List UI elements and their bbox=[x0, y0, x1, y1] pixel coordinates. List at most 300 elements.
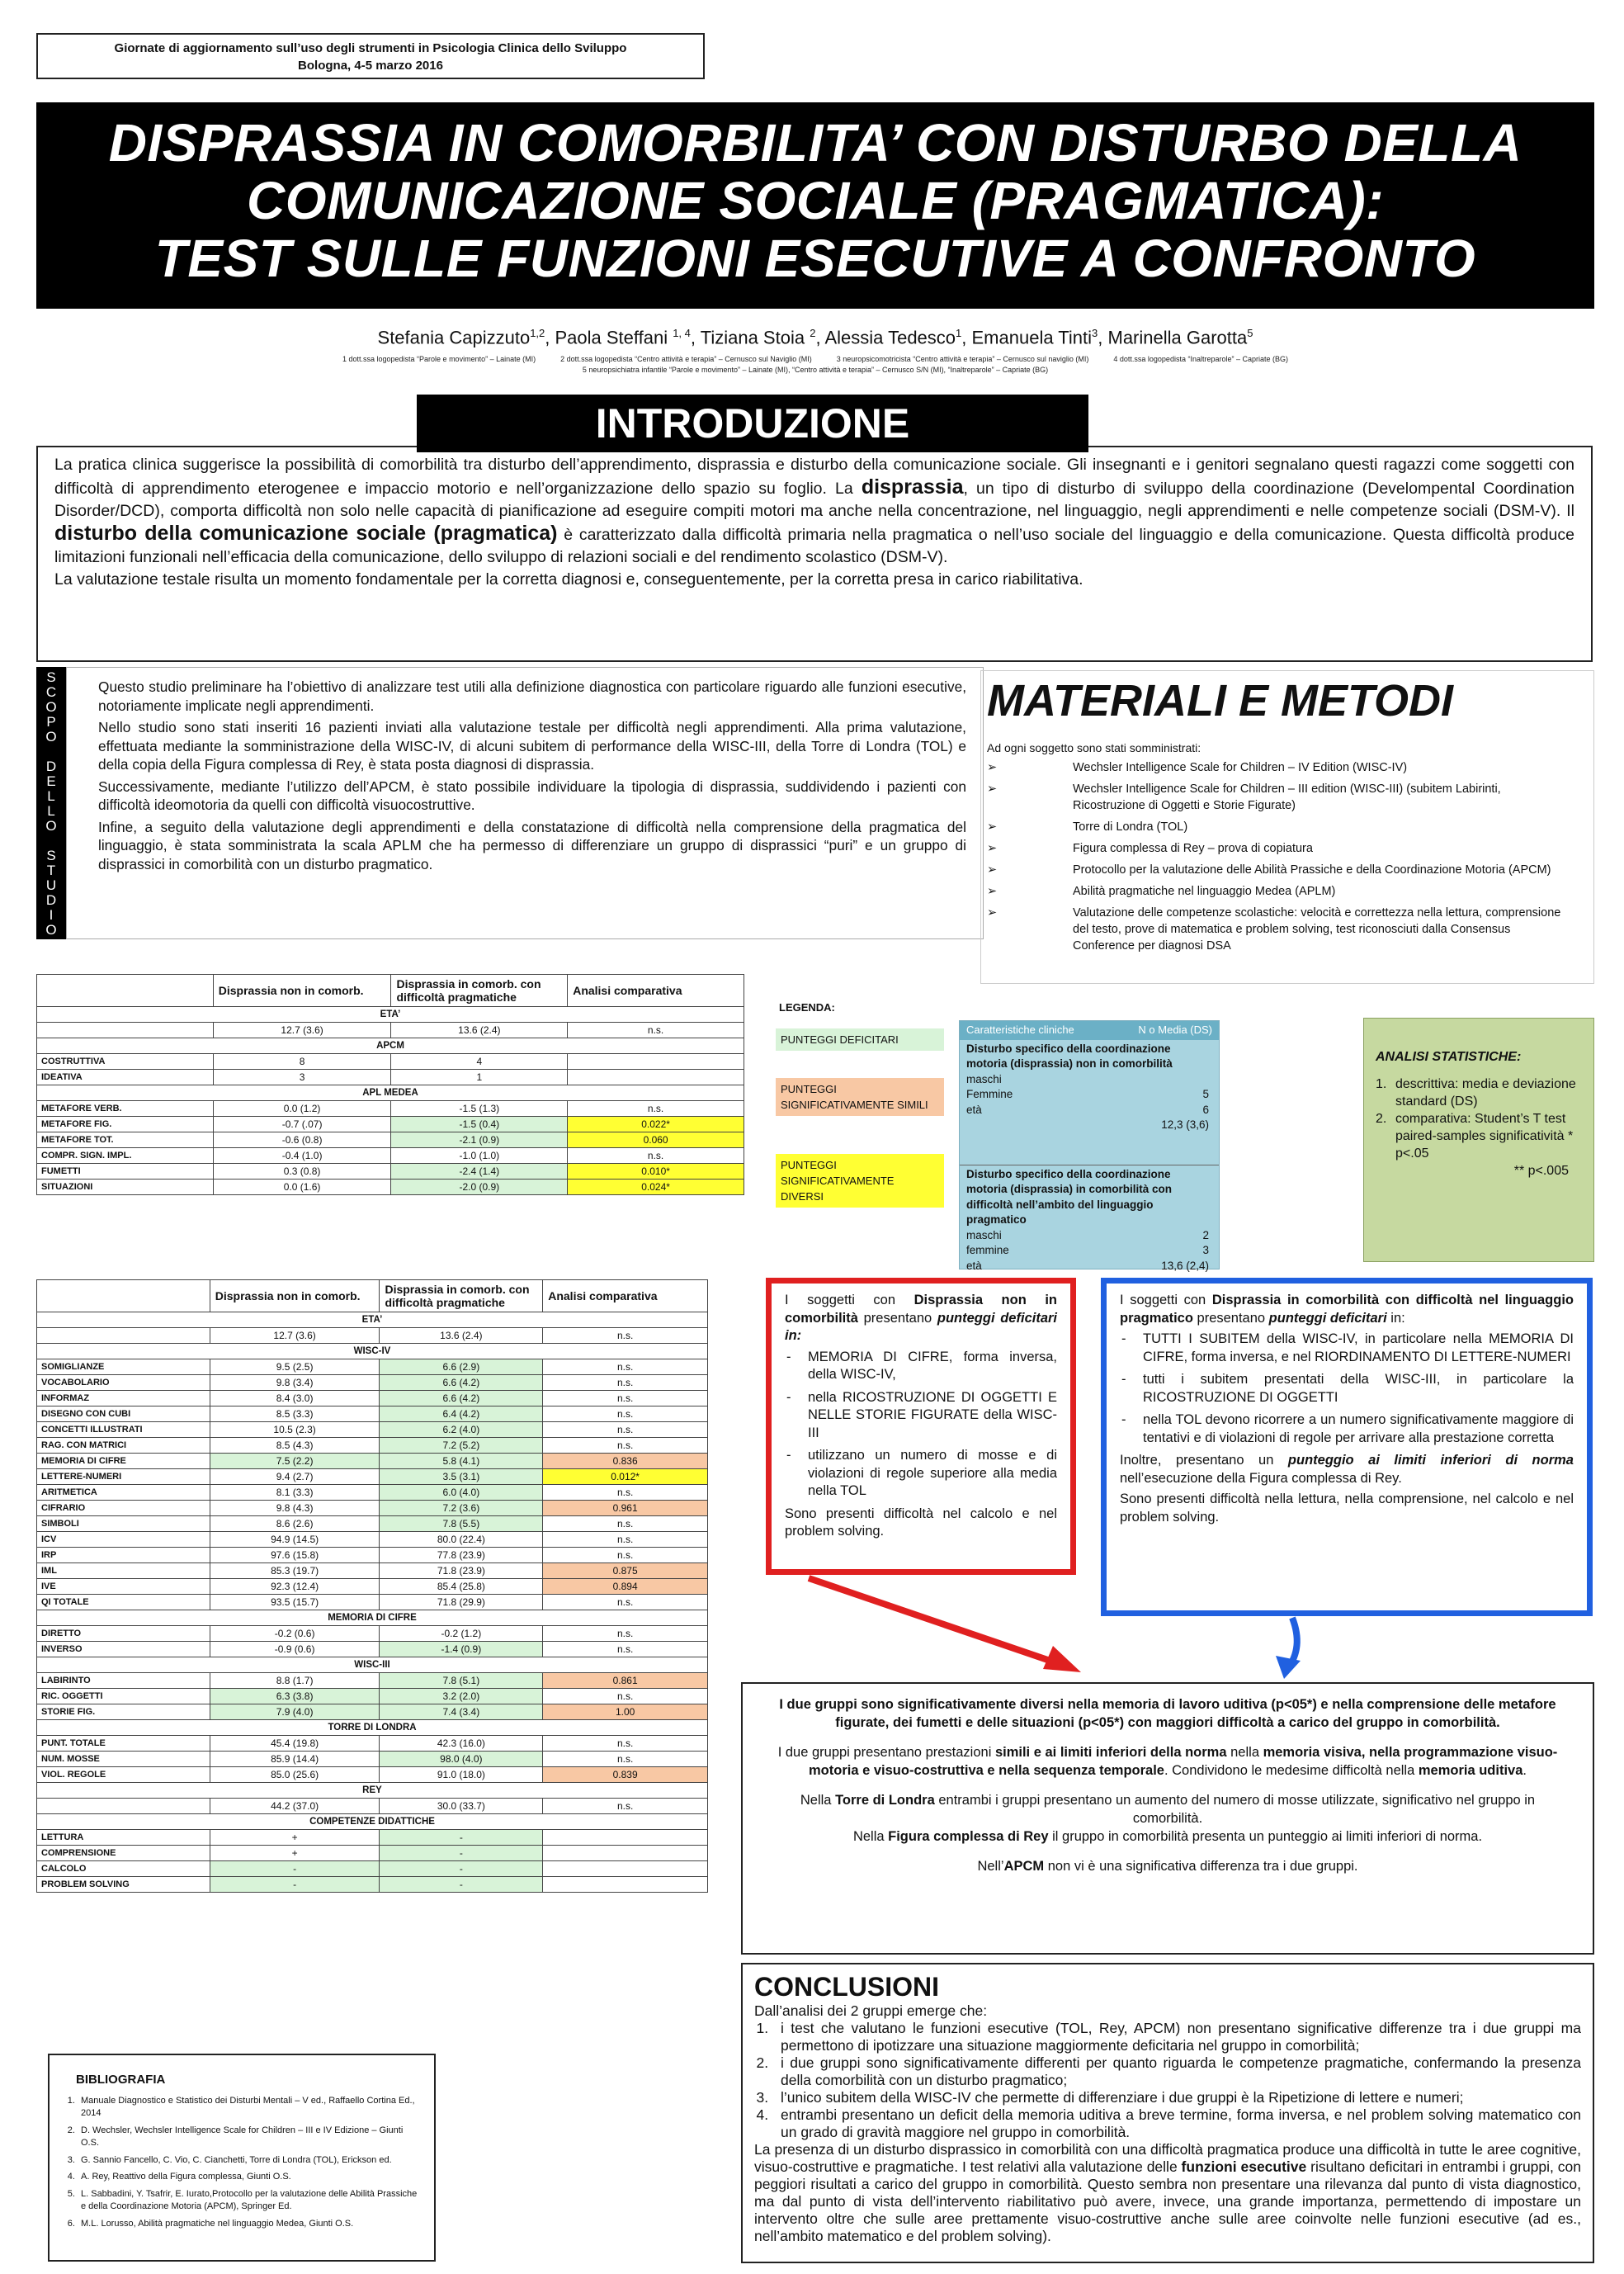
stat-item-1-text: descrittiva: media e deviazione standard (DS) bbox=[1395, 1077, 1576, 1109]
author-separator: , bbox=[961, 327, 972, 348]
table-row-label: ICV bbox=[37, 1532, 210, 1548]
materiali-item bbox=[987, 759, 1565, 776]
table-cell-non-comorb: 0.3 (0.8) bbox=[213, 1164, 391, 1180]
conclusioni-item: 2. i due gruppi sono significativamente differenti per quanto riguarda le competenze pragmatiche, confermando la presenza della comorbilità con un disturbo pragmatico; bbox=[772, 2054, 1581, 2089]
car-header-1: Caratteristiche cliniche bbox=[966, 1024, 1074, 1036]
table-cell-non-comorb: -0.2 (0.6) bbox=[210, 1626, 380, 1642]
res2-p2a: Inoltre, presentano un bbox=[1120, 1453, 1288, 1468]
scopo-sidebar bbox=[36, 667, 66, 939]
sintesi-2g: . bbox=[1522, 1763, 1527, 1778]
table-cell-analisi bbox=[543, 1877, 708, 1893]
intro-text-2: , un tipo di disturbo di sviluppo della coordinazione (Develompental Coordination Disorder/DCD), comporta difficoltà non solo nelle capacità di pianificazione ad eseguire compiti motori ma anche nella concentrazione, nel linguaggio, negli apprendimenti e nelle competenze sociali (DSM-V). Il bbox=[54, 480, 1574, 520]
table-cell-non-comorb: 0.0 (1.6) bbox=[213, 1180, 391, 1195]
table-cell-comorb: 3.5 (3.1) bbox=[380, 1469, 543, 1485]
res2-mid: presentano bbox=[1192, 1310, 1269, 1326]
intro-keyword-disprassia: disprassia bbox=[861, 475, 964, 499]
table-cell-comorb: 98.0 (4.0) bbox=[380, 1752, 543, 1767]
sintesi-5a: Nell’ bbox=[977, 1859, 1004, 1874]
table-cell-comorb: 5.8 (4.1) bbox=[380, 1454, 543, 1469]
red-arrow-icon bbox=[809, 1578, 1081, 1672]
table-row bbox=[37, 1752, 708, 1767]
table-row bbox=[37, 1563, 708, 1579]
table-row bbox=[37, 1438, 708, 1454]
sintesi-1: I due gruppi sono significativamente diversi nella memoria di lavoro uditiva (p<05*) e nella comprensione delle metafore figurate, dei fumetti e delle situazioni (p<05*) con maggiori difficoltà a carico del gruppo in comorbilità. bbox=[779, 1697, 1556, 1730]
table-row bbox=[37, 1767, 708, 1783]
author-separator: , bbox=[545, 327, 555, 348]
table-row bbox=[37, 1422, 708, 1438]
table-row-label: FUMETTI bbox=[37, 1164, 214, 1180]
scopo-box bbox=[66, 667, 984, 939]
materiali-item bbox=[987, 840, 1565, 857]
scopo-side-letter: O bbox=[45, 699, 57, 715]
table-cell-analisi: n.s. bbox=[543, 1532, 708, 1548]
table-section-label: MEMORIA DI CIFRE bbox=[37, 1610, 708, 1626]
affiliations-line2: 5 neuropsichiatra infantile “Parole e movimento” – Lainate (MI), “Centro attività e terapia” – Cernusco S/N (MI), “Inaltreparole” – Capriate (BG) bbox=[582, 366, 1049, 374]
table-cell-comorb: 4 bbox=[391, 1054, 568, 1070]
table-row bbox=[37, 1877, 708, 1893]
materiali-item-text: Wechsler Intelligence Scale for Children – IV Edition (WISC-IV) bbox=[1073, 761, 1408, 774]
table-row-label: LABIRINTO bbox=[37, 1673, 210, 1689]
conclusioni-item: 1. i test che valutano le funzioni esecutive (TOL, Rey, APCM) non presentano significative differenze tra i due gruppi ma permettono di ipotizzare una situazione maggiormente deficitaria nel gruppo in comorbilità; bbox=[772, 2020, 1581, 2054]
bibliografia-item: 6. M.L. Lorusso, Abilità pragmatiche nel linguaggio Medea, Giunti O.S. bbox=[78, 2218, 421, 2231]
table-cell-non-comorb: 7.9 (4.0) bbox=[210, 1704, 380, 1720]
table-row-label: LETTERE-NUMERI bbox=[37, 1469, 210, 1485]
table-cell-analisi: 0.010* bbox=[568, 1164, 744, 1180]
table-cell-non-comorb: -0.7 (.07) bbox=[213, 1117, 391, 1132]
table-cell-comorb: -2.4 (1.4) bbox=[391, 1164, 568, 1180]
bibliografia-title: BIBLIOGRAFIA bbox=[76, 2073, 166, 2087]
table-cell-analisi: 0.894 bbox=[543, 1579, 708, 1595]
intro-text-1: La pratica clinica suggerisce la possibilità di comorbilità tra disturbo dell’apprendimento, disprassia e disturbo della comunicazione sociale. Gli insegnanti e i genitori segnalano questi ragazzi come soggetti con difficoltà di apprendimento eterogenee e impaccio motorio e nell’organizzazione dello spazio su foglio. La bbox=[54, 456, 1574, 498]
stat-item-1: 1. descrittiva: media e deviazione standard (DS) bbox=[1376, 1077, 1576, 1109]
scopo-p2: Nello studio sono stati inseriti 16 pazienti inviati alla valutazione testale per difficoltà negli apprendimenti. Alla prima valutazione, effettuata mediante la somministrazione della WISC-IV, di alcuni subitem di performance della WISC-III, della Torre di Londra (TOL) e della copia della Figura complessa di Rey, è stata posta diagnosi di disprassia. bbox=[98, 719, 966, 773]
table-cell-comorb: 91.0 (18.0) bbox=[380, 1767, 543, 1783]
res1-post: Sono presenti difficoltà nel calcolo e nel problem solving. bbox=[785, 1506, 1057, 1539]
conclusioni-pb: funzioni esecutive bbox=[1181, 2158, 1307, 2175]
table-cell-analisi: n.s. bbox=[543, 1422, 708, 1438]
sintesi-4a: Nella bbox=[852, 1829, 889, 1844]
intro-text-4: La valutazione testale risulta un momento fondamentale per la corretta diagnosi e, conseguentemente, per la corretta presa in carico riabilitativa. bbox=[54, 570, 1083, 589]
car-g1-eta-label: età bbox=[966, 1103, 982, 1116]
table-cell-analisi: 0.839 bbox=[543, 1767, 708, 1783]
table-cell-analisi: 0.012* bbox=[543, 1469, 708, 1485]
materiali-item-text: Figura complessa di Rey – prova di copiatura bbox=[1073, 842, 1313, 855]
risultati-list-item: - tutti i subitem presentati della WISC-III, in particolare la RICOSTRUZIONE DI OGGETTI bbox=[1120, 1371, 1574, 1406]
bibliografia-box bbox=[48, 2054, 436, 2262]
table-cell-analisi: n.s. bbox=[568, 1148, 744, 1164]
table-cell-comorb: - bbox=[380, 1861, 543, 1877]
table-header-cell: Analisi comparativa bbox=[568, 975, 744, 1007]
table-row bbox=[37, 1861, 708, 1877]
scopo-side-letter bbox=[36, 745, 66, 759]
risultati-list-item: - utilizzano un numero di mosse e di violazioni di regole superiore alla media nella TOL bbox=[785, 1447, 1057, 1501]
table-cell-comorb: 77.8 (23.9) bbox=[380, 1548, 543, 1563]
table-row-label: VIOL. REGOLE bbox=[37, 1767, 210, 1783]
table-row bbox=[37, 1516, 708, 1532]
table-cell-analisi: 0.861 bbox=[543, 1673, 708, 1689]
table-row bbox=[37, 1689, 708, 1704]
table-cell-comorb: 85.4 (25.8) bbox=[380, 1579, 543, 1595]
table-header-cell bbox=[37, 1280, 210, 1312]
conclusioni-pc: risultano deficitari in entrambi i gruppi, con peggiori risultati a carico del gruppo in comorbilità. Questo sembra non presentare una rilevanza dal punto di vista diagnostico, ma dal punto di vista dell’intervento riabilitativo può avere, invece, una grande importanza, permettendo di impostare un intervento oltre che sulle aree prettamente visuo-costruttive anche sulle aree coinvolte nelle funzioni esecutive (ad es., nell’ambito matematico e del problem solving). bbox=[754, 2158, 1581, 2244]
table-cell-analisi: n.s. bbox=[543, 1328, 708, 1344]
arrow-bullet-icon: ➢ bbox=[987, 863, 998, 877]
car-g2-femmine-label: femmine bbox=[966, 1244, 1009, 1256]
legend-title: LEGENDA: bbox=[779, 1001, 835, 1014]
table-cell-non-comorb: 8.4 (3.0) bbox=[210, 1391, 380, 1406]
res1-mid: presentano bbox=[857, 1310, 937, 1326]
table-cell-non-comorb: 92.3 (12.4) bbox=[210, 1579, 380, 1595]
author-name: Stefania Capizzuto bbox=[377, 327, 531, 348]
table-cell-analisi: 0.875 bbox=[543, 1563, 708, 1579]
table-row bbox=[37, 1391, 708, 1406]
materiali-item-text: Abilità pragmatiche nel linguaggio Medea (APLM) bbox=[1073, 885, 1336, 898]
table-cell-non-comorb: 8 bbox=[213, 1054, 391, 1070]
stat-item-2: 2. comparativa: Student’s T test paired-samples significatività * p<.05 bbox=[1376, 1112, 1574, 1161]
arrow-bullet-icon: ➢ bbox=[987, 842, 998, 855]
sintesi-3a: Nella bbox=[800, 1793, 836, 1808]
table-cell-comorb: 80.0 (22.4) bbox=[380, 1532, 543, 1548]
table-row-label: IDEATIVA bbox=[37, 1070, 214, 1085]
table-row bbox=[37, 1846, 708, 1861]
table-cell-comorb: 71.8 (29.9) bbox=[380, 1595, 543, 1610]
table-cell-non-comorb: 8.1 (3.3) bbox=[210, 1485, 380, 1501]
table-cell-analisi: 0.060 bbox=[568, 1132, 744, 1148]
legend-diversi: PUNTEGGI SIGNIFICATIVAMENTE DIVERSI bbox=[776, 1154, 944, 1208]
intro-heading: INTRODUZIONE bbox=[417, 395, 1088, 452]
materiali-item-text: Valutazione delle competenze scolastiche: velocità e correttezza nella lettura, comprensione del testo, prove di matematica e problem solving, test riconosciuti dalla Consensus Conference per diagnosi DSA bbox=[1073, 906, 1561, 953]
table-cell-analisi: n.s. bbox=[543, 1548, 708, 1563]
table-row bbox=[37, 1148, 744, 1164]
table-section-row bbox=[37, 1657, 708, 1673]
res2-p2c: nell’esecuzione della Figura complessa di Rey. bbox=[1120, 1470, 1402, 1486]
table-cell-analisi bbox=[543, 1830, 708, 1846]
table-wisc-tol-rey bbox=[36, 1279, 708, 1893]
sintesi-2c: nella bbox=[1226, 1745, 1263, 1760]
materiali-item-text: Torre di Londra (TOL) bbox=[1073, 820, 1188, 834]
table-row bbox=[37, 1469, 708, 1485]
table-cell-analisi: n.s. bbox=[543, 1736, 708, 1752]
car-group-1-label: Disturbo specifico della coordinazione motoria (disprassia) non in comorbilità bbox=[966, 1042, 1173, 1070]
car-g1-eta-value: 12,3 (3,6) bbox=[1161, 1118, 1209, 1131]
arrow-bullet-icon: ➢ bbox=[987, 782, 998, 796]
table-row bbox=[37, 1501, 708, 1516]
table-cell-non-comorb: 12.7 (3.6) bbox=[210, 1328, 380, 1344]
table-cell-non-comorb: 85.9 (14.4) bbox=[210, 1752, 380, 1767]
table-row-label: PUNT. TOTALE bbox=[37, 1736, 210, 1752]
table-row-label: CIFRARIO bbox=[37, 1501, 210, 1516]
caratteristiche-cliniche-table bbox=[959, 1020, 1220, 1272]
table-row bbox=[37, 1023, 744, 1038]
table-cell-analisi: n.s. bbox=[543, 1375, 708, 1391]
sintesi-5b: APCM bbox=[1003, 1859, 1045, 1874]
car-group-1 bbox=[960, 1040, 1219, 1165]
car-g1-maschi-label: maschi bbox=[966, 1072, 1002, 1085]
table-section-label: TORRE DI LONDRA bbox=[37, 1720, 708, 1736]
table-cell-non-comorb: 6.3 (3.8) bbox=[210, 1689, 380, 1704]
car-g1-maschi-value: 5 bbox=[1202, 1088, 1209, 1100]
table-cell-non-comorb: -0.9 (0.6) bbox=[210, 1642, 380, 1657]
table-section-label: ETA’ bbox=[37, 1007, 744, 1023]
table-cell-comorb: - bbox=[380, 1830, 543, 1846]
arrow-bullet-icon: ➢ bbox=[987, 761, 998, 774]
table-cell-non-comorb: 7.5 (2.2) bbox=[210, 1454, 380, 1469]
table-section-row bbox=[37, 1720, 708, 1736]
table-cell-analisi: n.s. bbox=[543, 1642, 708, 1657]
res1-pre: I soggetti con bbox=[785, 1293, 914, 1307]
table-cell-non-comorb: 94.9 (14.5) bbox=[210, 1532, 380, 1548]
table-section-label: WISC-III bbox=[37, 1657, 708, 1673]
table-row-label: INFORMAZ bbox=[37, 1391, 210, 1406]
table-row bbox=[37, 1579, 708, 1595]
arrow-bullet-icon: ➢ bbox=[987, 885, 998, 898]
sintesi-3c: entrambi i gruppi presentano un aumento del numero di mosse utilizzate, significativo nel gruppo in comorbilità. bbox=[934, 1793, 1536, 1826]
table-cell-analisi: 0.836 bbox=[543, 1454, 708, 1469]
table-cell-non-comorb: + bbox=[210, 1830, 380, 1846]
materiali-intro: Ad ogni soggetto sono stati somministrati: bbox=[987, 741, 1201, 754]
table-cell-non-comorb: 10.5 (2.3) bbox=[210, 1422, 380, 1438]
table-cell-analisi: n.s. bbox=[568, 1023, 744, 1038]
risultati-list-item: - nella TOL devono ricorrere a un numero significativamente maggiore di tentativi e di violazioni di regole per arrivare alla prestazione corretta bbox=[1120, 1411, 1574, 1447]
table-cell-comorb: 6.4 (4.2) bbox=[380, 1406, 543, 1422]
scopo-side-letter bbox=[36, 834, 66, 849]
bibliografia-item: 2. D. Wechsler, Wechsler Intelligence Scale for Children – III e IV Edizione – Giunti O.S. bbox=[78, 2125, 421, 2150]
table-row bbox=[37, 1375, 708, 1391]
table-row bbox=[37, 1830, 708, 1846]
table-row-label: STORIE FIG. bbox=[37, 1704, 210, 1720]
table-cell-non-comorb: - bbox=[210, 1877, 380, 1893]
poster-title bbox=[36, 102, 1594, 309]
scopo-side-letter: E bbox=[46, 773, 56, 789]
table-row-label: RIC. OGGETTI bbox=[37, 1689, 210, 1704]
table-section-label: APL MEDEA bbox=[37, 1085, 744, 1101]
table-cell-non-comorb: 8.8 (1.7) bbox=[210, 1673, 380, 1689]
stat-title: ANALISI STATISTICHE: bbox=[1376, 1050, 1522, 1064]
table-row bbox=[37, 1180, 744, 1195]
table-cell-analisi: n.s. bbox=[543, 1516, 708, 1532]
table-row bbox=[37, 1070, 744, 1085]
table-cell-comorb: 6.0 (4.0) bbox=[380, 1485, 543, 1501]
table-cell-non-comorb: 0.0 (1.2) bbox=[213, 1101, 391, 1117]
bibliografia-list bbox=[78, 2095, 421, 2231]
table-cell-comorb: -2.0 (0.9) bbox=[391, 1180, 568, 1195]
table-header-cell bbox=[37, 975, 214, 1007]
author-name: Paola Steffani bbox=[555, 327, 673, 348]
scopo-side-letter: P bbox=[46, 714, 56, 730]
table-row bbox=[37, 1548, 708, 1563]
table-row-label: COSTRUTTIVA bbox=[37, 1054, 214, 1070]
table-section-row bbox=[37, 1610, 708, 1626]
risultati-list-item: - TUTTI I SUBITEM della WISC-IV, in particolare nella MEMORIA DI CIFRE, forma inversa, e nel RIORDINAMENTO DI LETTERE-NUMERI bbox=[1120, 1331, 1574, 1366]
table-row-label: COMPRENSIONE bbox=[37, 1846, 210, 1861]
table-cell-non-comorb: -0.4 (1.0) bbox=[213, 1148, 391, 1164]
legend-simili: PUNTEGGI SIGNIFICATIVAMENTE SIMILI bbox=[776, 1078, 944, 1116]
arrow-bullet-icon: ➢ bbox=[987, 820, 998, 834]
table-row bbox=[37, 1595, 708, 1610]
table-header-cell: Disprassia non in comorb. bbox=[213, 975, 391, 1007]
scopo-p3: Successivamente, mediante l’utilizzo dell’APCM, è stato possibile individuare la tipologia di disprassia, suddividendo i pazienti con difficoltà ideomotoria da quelli con difficoltà visuocostruttive. bbox=[98, 778, 966, 813]
stat-item-3: ** p<.005 bbox=[1513, 1164, 1569, 1178]
risultati-non-comorbilita bbox=[766, 1278, 1076, 1575]
table-row bbox=[37, 1117, 744, 1132]
table-cell-comorb: 7.4 (3.4) bbox=[380, 1704, 543, 1720]
materiali-item bbox=[987, 905, 1565, 954]
sintesi-2f: memoria uditiva bbox=[1418, 1763, 1523, 1778]
table-cell-comorb: 30.0 (33.7) bbox=[380, 1799, 543, 1814]
sintesi-2b: simili e ai limiti inferiori della norma bbox=[994, 1745, 1227, 1760]
table-cell-analisi: 0.024* bbox=[568, 1180, 744, 1195]
table-cell-comorb: 1 bbox=[391, 1070, 568, 1085]
table-row bbox=[37, 1704, 708, 1720]
sintesi-3b: Torre di Londra bbox=[835, 1793, 935, 1808]
sintesi-2d: memoria visiva, nella programmazione visuo-motoria e visuo-costruttiva e nella sequenza temporale bbox=[809, 1745, 1558, 1778]
table-cell-non-comorb: 44.2 (37.0) bbox=[210, 1799, 380, 1814]
title-line1: DISPRASSIA IN COMORBILITA’ CON DISTURBO DELLA bbox=[108, 113, 1522, 173]
table-row bbox=[37, 1532, 708, 1548]
author-separator: , bbox=[1098, 327, 1108, 348]
scopo-side-letter: T bbox=[46, 863, 56, 878]
table-row-label: METAFORE TOT. bbox=[37, 1132, 214, 1148]
affiliations-line1: 1 dott.ssa logopedista “Parole e movimento” – Lainate (MI) 2 dott.ssa logopedista “Centro attività e terapia” – Cernusco sul Naviglio (MI) 3 neuropsicomotricista “Centro attività e terapia” – Cernusco sul naviglio (MI) 4 dott.ssa logopedista “Inaltreparole” – Capriate (BG) bbox=[342, 355, 1288, 363]
table-cell-non-comorb: -0.6 (0.8) bbox=[213, 1132, 391, 1148]
table-row bbox=[37, 1406, 708, 1422]
res2-p2b: punteggio ai limiti inferiori di norma bbox=[1287, 1453, 1574, 1468]
conference-box bbox=[36, 33, 705, 79]
table-cell-comorb: -1.4 (0.9) bbox=[380, 1642, 543, 1657]
car-g2-femmine-value: 3 bbox=[1202, 1244, 1209, 1256]
author-separator: , bbox=[815, 327, 825, 348]
table-cell-analisi: 0.961 bbox=[543, 1501, 708, 1516]
table-section-label: ETA’ bbox=[37, 1312, 708, 1328]
res2-pre: I soggetti con bbox=[1120, 1293, 1212, 1307]
table-cell-non-comorb: 9.5 (2.5) bbox=[210, 1359, 380, 1375]
scopo-side-letter: S bbox=[46, 848, 56, 863]
table-cell-analisi: 0.022* bbox=[568, 1117, 744, 1132]
table-cell-non-comorb: 12.7 (3.6) bbox=[213, 1023, 391, 1038]
table-cell-analisi: 1.00 bbox=[543, 1704, 708, 1720]
res2-end: in: bbox=[1386, 1310, 1405, 1326]
table-cell-non-comorb: 93.5 (15.7) bbox=[210, 1595, 380, 1610]
table-cell-comorb: 7.8 (5.1) bbox=[380, 1673, 543, 1689]
analisi-statistiche-box bbox=[1363, 1018, 1594, 1262]
title-line3: TEST SULLE FUNZIONI ESECUTIVE A CONFRONTO bbox=[154, 229, 1476, 288]
table-row-label: INVERSO bbox=[37, 1642, 210, 1657]
author-name: Tiziana Stoia bbox=[700, 327, 810, 348]
table-cell-comorb: 6.6 (4.2) bbox=[380, 1391, 543, 1406]
sintesi-5c: non vi è una significativa differenza tra i due gruppi. bbox=[1044, 1859, 1358, 1874]
table-row-label: IVE bbox=[37, 1579, 210, 1595]
table-row bbox=[37, 1101, 744, 1117]
table-cell-non-comorb: 9.8 (3.4) bbox=[210, 1375, 380, 1391]
table-cell-non-comorb: 9.8 (4.3) bbox=[210, 1501, 380, 1516]
table-section-label: REY bbox=[37, 1783, 708, 1799]
table-row-label: METAFORE VERB. bbox=[37, 1101, 214, 1117]
legend-deficit: PUNTEGGI DEFICITARI bbox=[776, 1028, 944, 1051]
table-cell-comorb: - bbox=[380, 1877, 543, 1893]
table-cell-non-comorb: 8.5 (4.3) bbox=[210, 1438, 380, 1454]
scopo-side-letter: I bbox=[49, 907, 54, 923]
intro-box bbox=[36, 446, 1593, 662]
table-section-label: APCM bbox=[37, 1038, 744, 1054]
risultati-list-item: - nella RICOSTRUZIONE DI OGGETTI E NELLE STORIE FIGURATE della WISC-III bbox=[785, 1389, 1057, 1443]
table-cell-comorb: 6.6 (4.2) bbox=[380, 1375, 543, 1391]
bibliografia-item: 5. L. Sabbadini, Y. Tsafrir, E. Iurato,Protocollo per la valutazione delle Abilità Prassiche e della Coordinazione Motoria (APCM), Springer Ed. bbox=[78, 2188, 421, 2214]
table-cell-analisi: n.s. bbox=[543, 1406, 708, 1422]
table-cell-analisi bbox=[543, 1846, 708, 1861]
bibliografia-item: 3. G. Sannio Fancello, C. Vio, C. Cianchetti, Torre di Londra (TOL), Erickson ed. bbox=[78, 2154, 421, 2168]
table-row-label: CONCETTI ILLUSTRATI bbox=[37, 1422, 210, 1438]
materiali-title: MATERIALI E METODI bbox=[987, 676, 1453, 726]
table-cell-analisi bbox=[568, 1054, 744, 1070]
table-row-label: NUM. MOSSE bbox=[37, 1752, 210, 1767]
table-row-label bbox=[37, 1328, 210, 1344]
intro-text-3: è caratterizzato dalla difficoltà primaria nella pragmatica o nell’uso sociale del linguaggio e della comunicazione. Questa difficoltà produce limitazioni funzionali nell’efficacia della comunicazione, dello sviluppo di relazioni sociali e del rendimento scolastico (DSM-V). bbox=[54, 526, 1574, 566]
table-row bbox=[37, 1485, 708, 1501]
res1-list bbox=[785, 1349, 1057, 1501]
car-group-2 bbox=[960, 1165, 1219, 1276]
scopo-side-letter: L bbox=[47, 788, 55, 804]
table-cell-comorb: 13.6 (2.4) bbox=[391, 1023, 568, 1038]
conclusioni-list bbox=[772, 2020, 1581, 2141]
table-cell-comorb: 6.6 (2.9) bbox=[380, 1359, 543, 1375]
bibliografia-item: 4. A. Rey, Reattivo della Figura complessa, Giunti O.S. bbox=[78, 2171, 421, 2184]
table-row bbox=[37, 1673, 708, 1689]
table-cell-non-comorb: 3 bbox=[213, 1070, 391, 1085]
conclusioni-intro: Dall’analisi dei 2 gruppi emerge che: bbox=[754, 2002, 988, 2019]
author-name: Alessia Tedesco bbox=[824, 327, 956, 348]
table-cell-analisi bbox=[543, 1861, 708, 1877]
sintesi-4c: il gruppo in comorbilità presenta un punteggio ai limiti inferiori di norma. bbox=[1048, 1829, 1483, 1844]
scopo-side-letter: S bbox=[46, 669, 56, 685]
table-cell-non-comorb: - bbox=[210, 1861, 380, 1877]
author-affiliation-sup: 1 bbox=[956, 327, 962, 339]
table-row bbox=[37, 1799, 708, 1814]
table-section-row bbox=[37, 1312, 708, 1328]
conclusioni-item: 4. entrambi presentano un deficit della memoria uditiva a breve termine, forma inversa, e nel problem solving matematico con un grado di gravità maggiore nel gruppo in comorbilità. bbox=[772, 2106, 1581, 2141]
table-row-label: SITUAZIONI bbox=[37, 1180, 214, 1195]
arrows-overlay bbox=[726, 1568, 1568, 1684]
authors-line bbox=[36, 327, 1594, 348]
table-row-label: IRP bbox=[37, 1548, 210, 1563]
sintesi-risultati-box bbox=[741, 1682, 1594, 1955]
scopo-side-letter: O bbox=[45, 922, 57, 938]
conclusioni-title: CONCLUSIONI bbox=[754, 1972, 939, 2002]
table-section-row bbox=[37, 1085, 744, 1101]
risultati-comorbilita bbox=[1101, 1278, 1593, 1616]
stat-item-2-text: comparativa: Student’s T test paired-samples significatività * p<.05 bbox=[1395, 1112, 1574, 1161]
materiali-item-text: Protocollo per la valutazione delle Abilità Prassiche e della Coordinazione Motoria (APCM) bbox=[1073, 863, 1551, 877]
intro-keyword-pragmatica: disturbo della comunicazione sociale (pragmatica) bbox=[54, 522, 558, 545]
res2-list bbox=[1120, 1331, 1574, 1447]
res2-bi: punteggi deficitari bbox=[1268, 1310, 1387, 1326]
table-cell-comorb: 7.2 (5.2) bbox=[380, 1438, 543, 1454]
table-row-label: METAFORE FIG. bbox=[37, 1117, 214, 1132]
car-g1-femmine-value: 6 bbox=[1202, 1103, 1209, 1116]
table-cell-analisi: n.s. bbox=[543, 1799, 708, 1814]
table-cell-analisi: n.s. bbox=[543, 1595, 708, 1610]
table-cell-analisi: n.s. bbox=[543, 1689, 708, 1704]
conclusioni-item: 3. l’unico subitem della WISC-IV che permette di differenziare i due gruppi è la Ripetizione di lettere e numeri; bbox=[772, 2089, 1581, 2106]
table-section-row bbox=[37, 1007, 744, 1023]
table-cell-comorb: -0.2 (1.2) bbox=[380, 1626, 543, 1642]
table-row bbox=[37, 1736, 708, 1752]
table-cell-analisi: n.s. bbox=[543, 1391, 708, 1406]
table-cell-analisi: n.s. bbox=[543, 1752, 708, 1767]
conclusioni-pa: La presenza di un disturbo disprassico in comorbilità con una difficoltà pragmatica produce una difficoltà in tutte le aree cognitive, visuo-costruttive e pragmatiche. I test relativi alla valutazione delle bbox=[754, 2141, 1581, 2175]
car-header bbox=[960, 1021, 1219, 1040]
author-affiliation-sup: 3 bbox=[1092, 327, 1098, 339]
materiali-item bbox=[987, 862, 1565, 878]
